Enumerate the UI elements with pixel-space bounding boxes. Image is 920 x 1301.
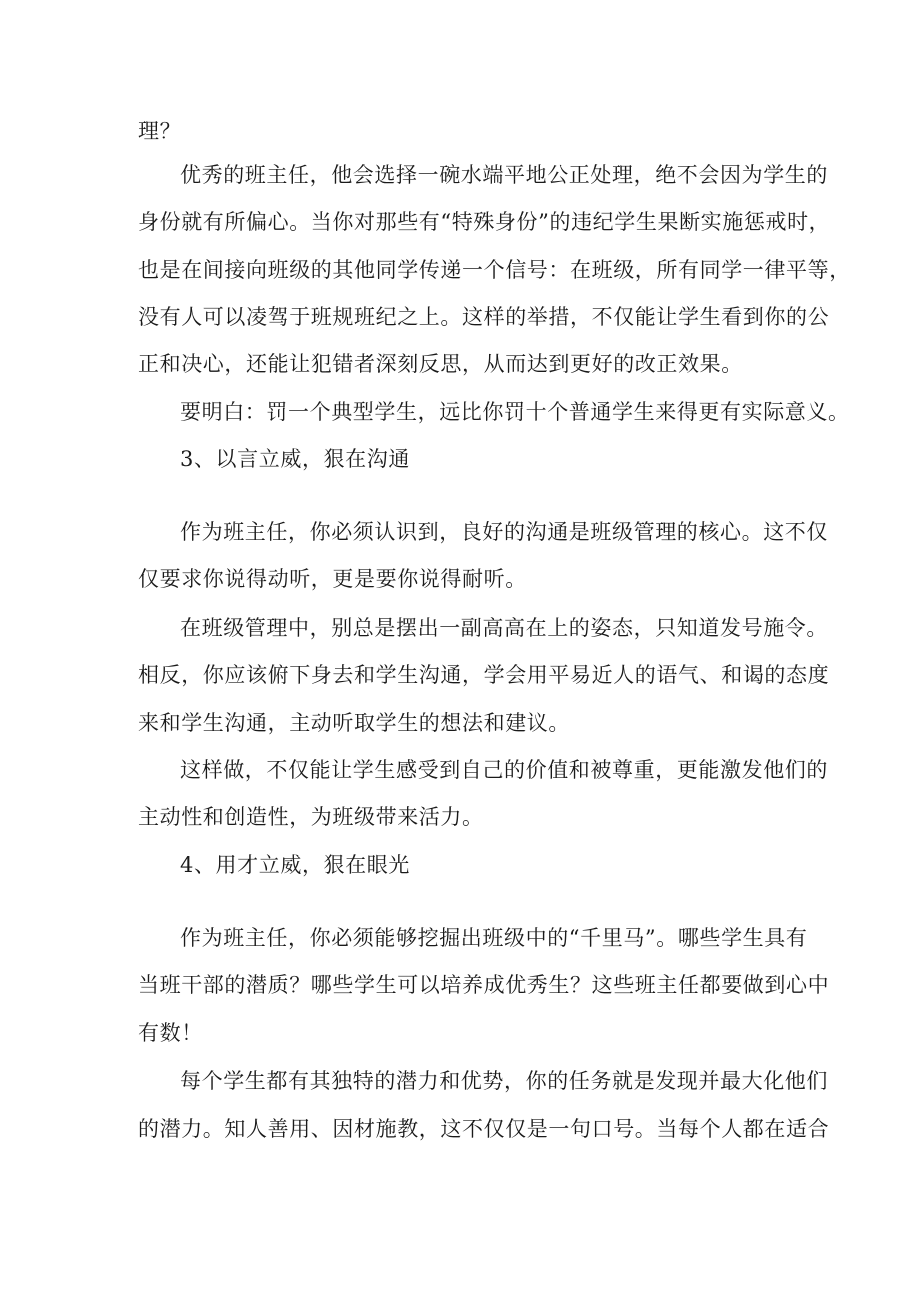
paragraph-line: 来和学生沟通，主动听取学生的想法和建议。 bbox=[138, 711, 570, 735]
paragraph-line: 优秀的班主任，他会选择一碗水端平地公正处理，绝不会因为学生的 bbox=[180, 163, 828, 187]
paragraph-line: 也是在间接向班级的其他同学传递一个信号：在班级，所有同学一律平等， bbox=[138, 258, 851, 282]
paragraph-line: 相反，你应该俯下身去和学生沟通，学会用平易近人的语气、和谒的态度 bbox=[138, 663, 830, 687]
paragraph-line: 有数！ bbox=[138, 1021, 203, 1045]
paragraph-line: 当班干部的潜质？哪些学生可以培养成优秀生？这些班主任都要做到心中 bbox=[138, 973, 830, 997]
paragraph-line: 要明白：罚一个典型学生，远比你罚十个普通学生来得更有实际意义。 bbox=[180, 400, 850, 424]
paragraph-line: 正和决心，还能让犯错者深刻反思，从而达到更好的改正效果。 bbox=[138, 352, 743, 376]
paragraph-line: 每个学生都有其独特的潜力和优势，你的任务就是发现并最大化他们 bbox=[180, 1069, 828, 1093]
section-heading: 4、用才立威，狠在眼光 bbox=[180, 853, 410, 877]
paragraph-line: 没有人可以凌驾于班规班纪之上。这样的举措，不仅能让学生看到你的公 bbox=[138, 305, 830, 329]
paragraph-line: 身份就有所偏心。当你对那些有“特殊身份”的违纪学生果断实施惩戒时， bbox=[138, 210, 831, 234]
paragraph-line: 这样做，不仅能让学生感受到自己的价值和被尊重，更能激发他们的 bbox=[180, 758, 828, 782]
paragraph-line: 作为班主任，你必须能够挖掘出班级中的“千里马”。哪些学生具有 bbox=[180, 926, 808, 950]
paragraph-line: 在班级管理中，别总是摆出一副高高在上的姿态，只知道发号施令。 bbox=[180, 616, 828, 640]
paragraph-line: 仅要求你说得动听，更是要你说得耐听。 bbox=[138, 567, 527, 591]
paragraph-line: 作为班主任，你必须认识到，良好的沟通是班级管理的核心。这不仅 bbox=[180, 520, 828, 544]
paragraph-line: 主动性和创造性，为班级带来活力。 bbox=[138, 805, 484, 829]
paragraph-line: 的潜力。知人善用、因材施教，这不仅仅是一句口号。当每个人都在适合 bbox=[138, 1117, 830, 1141]
section-heading: 3、以言立威，狠在沟通 bbox=[180, 447, 410, 471]
paragraph-line: 理？ bbox=[138, 119, 182, 143]
